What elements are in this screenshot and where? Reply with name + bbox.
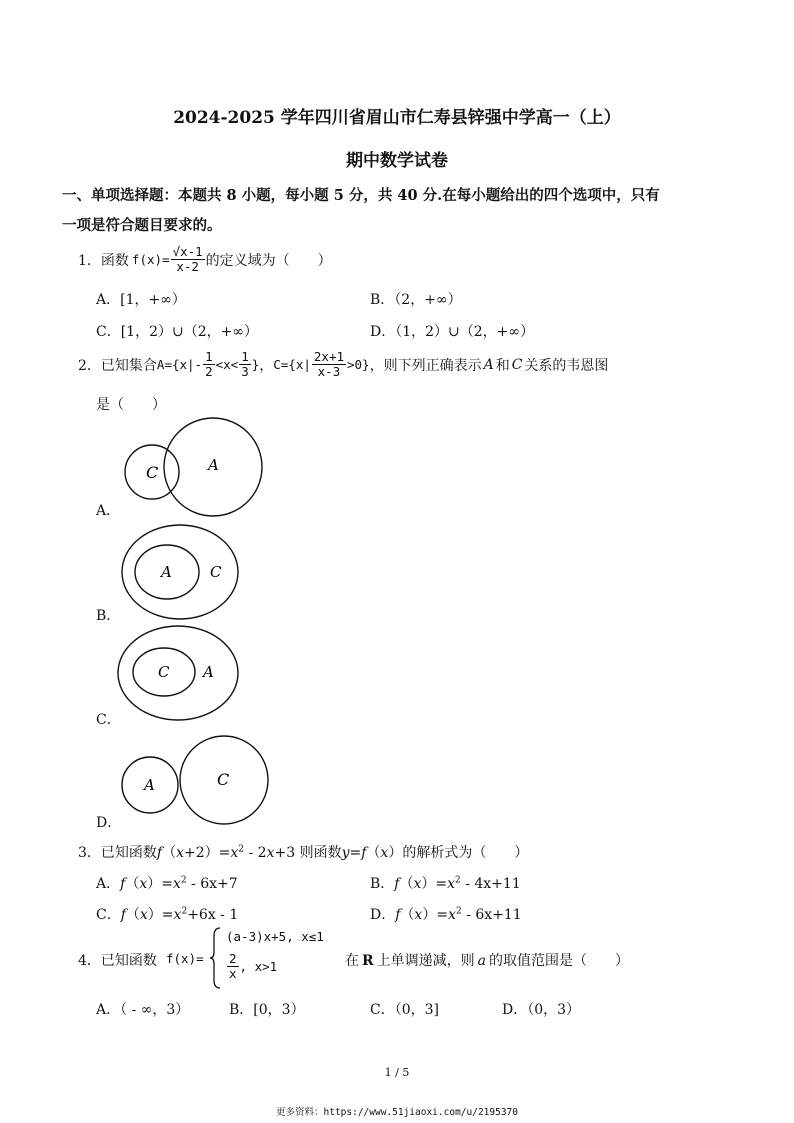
q2-setC-den: x-3 <box>317 364 341 379</box>
q3-a-open: （ <box>125 876 140 892</box>
q4-a: a <box>477 953 486 969</box>
q4-brace <box>208 926 222 990</box>
q2-option-c[interactable]: C． <box>96 712 121 728</box>
q3-c-x: x <box>139 907 148 923</box>
q1-suffix: 的定义域为（ ） <box>205 252 332 269</box>
venn-c-outer-circle <box>118 626 238 720</box>
venn-b-inner-label: A <box>161 563 172 581</box>
q3-b-label: B． <box>370 876 395 892</box>
q3-b-x2: x <box>447 876 456 892</box>
q3-c-rest: +6x - 1 <box>187 907 239 923</box>
q1-numerator: √x-1 <box>172 244 203 259</box>
page-subtitle: 期中数学试卷 <box>346 151 448 171</box>
q1-option-d[interactable]: D．（1，2）∪（2，+∞） <box>370 324 535 340</box>
q2-setA-d2: 3 <box>241 364 249 379</box>
q1-option-b[interactable]: B．（2，+∞） <box>370 292 462 308</box>
venn-b-outer-label: C <box>210 563 222 581</box>
q3-x2: x <box>230 845 239 861</box>
question-1 <box>78 245 332 274</box>
q4-tail <box>345 950 629 970</box>
q3-f2: f <box>361 845 367 861</box>
q3-x1: x <box>176 845 185 861</box>
q4-option-a[interactable]: A．（ - ∞，3） <box>96 1002 190 1018</box>
q3-b-close: ）= <box>421 876 448 892</box>
q2-line2: 是（ ） <box>96 397 166 413</box>
q4-fx: f(x)= <box>166 951 204 966</box>
q4-option-b[interactable]: B．[0，3） <box>229 1002 305 1018</box>
q2-text-c: 关系的韦恩图 <box>524 357 609 374</box>
venn-diagram-c[interactable] <box>115 624 247 726</box>
q2-option-a[interactable]: A． <box>96 503 121 519</box>
q3-a-sup: 2 <box>180 875 187 886</box>
q1-fraction <box>171 245 205 274</box>
q3-option-c[interactable] <box>96 904 238 924</box>
q3-c-close: ）= <box>147 907 174 923</box>
q1-prefix: 1．函数 <box>78 252 129 269</box>
q4-case2-num: 2 <box>229 951 237 966</box>
q4-mid2: 上单调递减，则 <box>376 953 475 969</box>
q1-fx: f(x)= <box>131 252 170 267</box>
q4-case2-fraction <box>227 952 239 981</box>
q3-d-sup: 2 <box>455 906 462 917</box>
question-2 <box>78 350 608 379</box>
venn-c-inner-label: C <box>158 663 170 681</box>
q3-c-label: C． <box>96 907 121 923</box>
q3-text-7: （ <box>366 845 381 861</box>
q2-var-a: A <box>483 356 494 373</box>
q3-c-f: f <box>120 907 126 923</box>
venn-a-small-label: C <box>146 463 159 482</box>
q2-setA-n2: 1 <box>241 349 249 364</box>
q4-option-c[interactable]: C．（0，3] <box>370 1002 439 1018</box>
q3-c-sup: 2 <box>181 906 188 917</box>
q3-b-x: x <box>413 876 422 892</box>
q4-case-2 <box>226 952 277 981</box>
q3-a-close: ）= <box>147 876 173 892</box>
q3-d-close: ）= <box>422 907 449 923</box>
q3-d-x2: x <box>448 907 456 923</box>
q2-setC-post: >0} <box>347 357 370 372</box>
page-title: 2024-2025 学年四川省眉山市仁寿县锌强中学高一（上） <box>173 108 621 128</box>
q3-option-d[interactable] <box>370 904 522 924</box>
q3-c-x2: x <box>173 907 182 923</box>
venn-d-big-label: C <box>217 770 230 789</box>
q4-case2-den: x <box>229 966 237 981</box>
q4-mid: 在 <box>345 953 359 969</box>
q3-b-rest: - 4x+11 <box>460 876 521 892</box>
venn-a-big-label: A <box>208 456 219 474</box>
q3-text-1: 3．已知函数 <box>78 845 157 861</box>
q3-text-6: = <box>349 845 362 861</box>
q3-x3: x <box>266 845 275 861</box>
q2-setA-d1: 2 <box>205 364 213 379</box>
q3-a-x2: x <box>172 876 181 892</box>
q2-option-d[interactable]: D． <box>96 815 122 831</box>
q3-d-rest: - 6x+11 <box>461 907 522 923</box>
q4-suffix: 的取值范围是（ ） <box>489 953 629 969</box>
q2-setA-n1: 1 <box>205 349 213 364</box>
q2-comma: ， <box>259 357 274 374</box>
q3-text-4: - 2 <box>244 845 267 861</box>
q3-y: y <box>341 845 350 861</box>
q3-a-x: x <box>139 876 148 892</box>
footer-link[interactable]: 更多资料：https://www.51jiaoxi.com/u/2195370 <box>276 1107 518 1118</box>
q2-text-b: 和 <box>495 357 510 374</box>
q2-setC-frac <box>312 350 346 379</box>
q3-a-label: A． <box>96 876 121 892</box>
venn-c-outer-label: A <box>203 663 214 681</box>
q2-setA-pre: A={x|- <box>156 357 203 372</box>
q1-option-a[interactable]: A．[1，+∞） <box>96 292 186 308</box>
q3-d-x: x <box>414 907 423 923</box>
q3-text-8: ）的解析式为（ ） <box>388 845 529 861</box>
q3-sup: 2 <box>238 844 245 855</box>
q2-text-a: ，则下列正确表示 <box>369 357 482 374</box>
venn-diagram-a[interactable] <box>115 416 275 522</box>
q3-text-5: +3 则函数 <box>274 845 342 861</box>
q4-case-1: (a-3)x+5, x≤1 <box>226 929 324 944</box>
q2-setA-post: } <box>251 357 260 372</box>
q4-brace-path <box>210 928 220 988</box>
q3-a-f: f <box>120 876 126 892</box>
venn-diagram-d[interactable] <box>115 734 275 834</box>
q2-option-b[interactable]: B． <box>96 608 121 624</box>
venn-diagram-b[interactable] <box>115 522 247 622</box>
q3-b-open: （ <box>399 876 414 892</box>
q3-d-f: f <box>395 907 401 923</box>
q3-text-3: +2）= <box>184 845 231 861</box>
q3-f: f <box>156 845 163 861</box>
q2-setA-frac1 <box>203 350 215 379</box>
q4-option-d[interactable]: D．（0，3） <box>502 1002 581 1018</box>
q2-setA-mid: <x< <box>215 357 239 372</box>
q2-setA-frac2 <box>239 350 251 379</box>
q2-setC-num: 2x+1 <box>313 349 344 364</box>
q3-option-a[interactable] <box>96 873 238 893</box>
q2-prefix: 2．已知集合 <box>78 357 157 374</box>
q2-var-c: C <box>511 356 523 373</box>
q3-d-label: D． <box>370 907 396 923</box>
q4-case2-cond: , x>1 <box>239 959 278 974</box>
q3-b-f: f <box>394 876 400 892</box>
q3-a-rest: - 6x+7 <box>186 876 238 892</box>
section-heading-cont: 一项是符合题目要求的。 <box>62 217 222 234</box>
q3-text-2: （ <box>162 845 177 861</box>
q3-d-open: （ <box>400 907 415 923</box>
q1-denominator: x-2 <box>176 259 199 274</box>
q3-option-b[interactable] <box>370 873 521 893</box>
q2-setC-pre: C={x| <box>273 357 311 372</box>
question-3 <box>78 842 528 862</box>
q3-b-sup: 2 <box>455 875 461 886</box>
q4-R: R <box>362 953 374 969</box>
venn-d-small-label: A <box>144 776 155 794</box>
page-number: 1 / 5 <box>384 1066 410 1079</box>
q3-c-open: （ <box>125 907 140 923</box>
q3-x4: x <box>380 845 389 861</box>
q4-prefix: 4．已知函数 <box>78 953 157 969</box>
q1-option-c[interactable]: C．[1，2）∪（2，+∞） <box>96 324 259 340</box>
section-heading: 一、单项选择题：本题共 8 小题，每小题 5 分，共 40 分.在每小题给出的四个选项中，只有 <box>62 187 660 204</box>
